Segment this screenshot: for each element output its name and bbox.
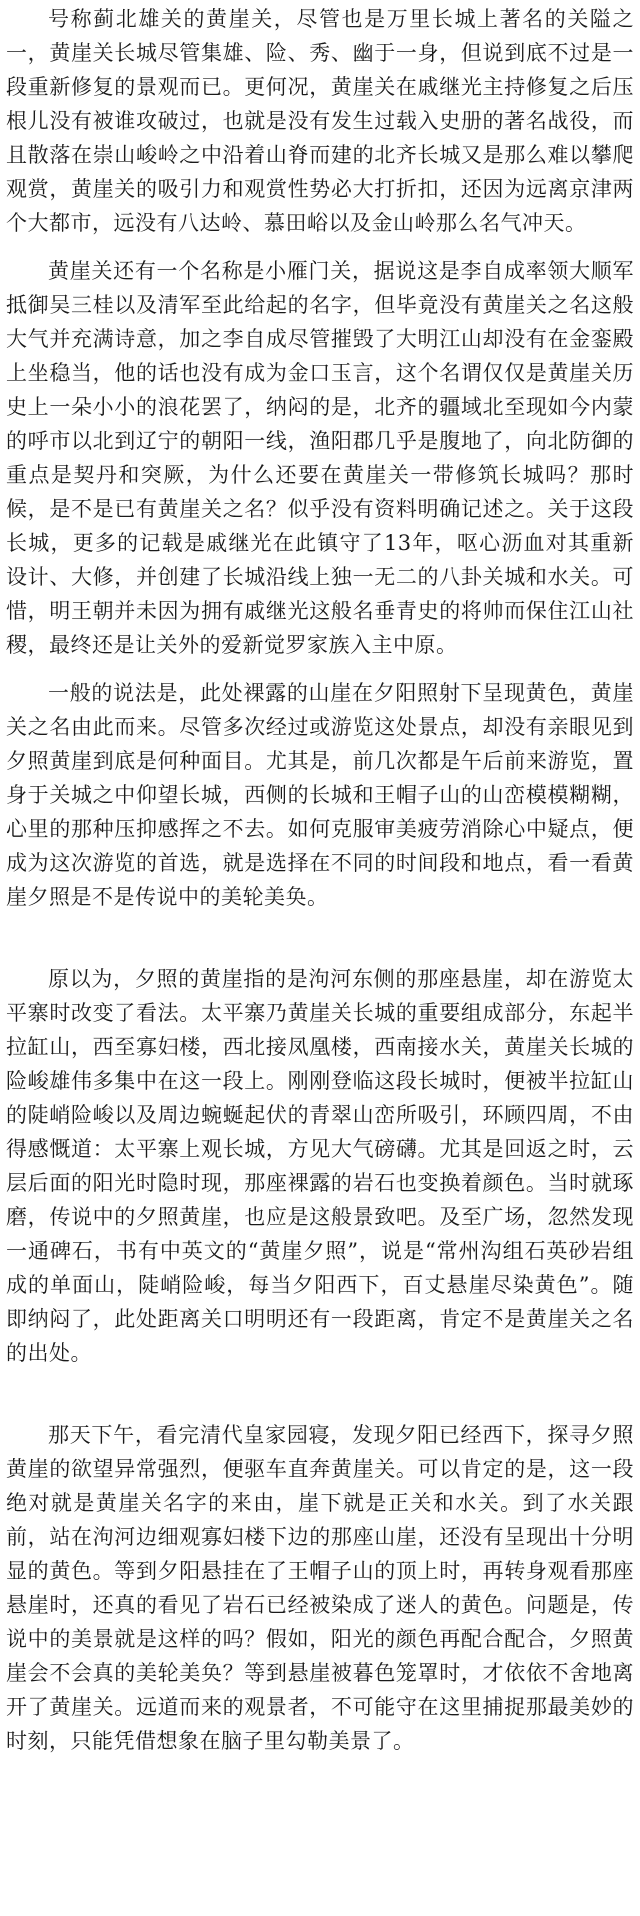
paragraph-5: 那天下午，看完清代皇家园寝，发现夕阳已经西下，探寻夕照黄崖的欲望异常强烈，便驱车直奔黄崖关。可以肯定的是，这一段绝对就是黄崖关名字的来由，崖下就是正关和水关。到了水关跟前，站在泃河边细观寡妇楼下边的那座山崖，还没有呈现出十分明显的黄色。等到夕阳悬挂在了王帽子山的顶上时，再转身观看那座悬崖时，还真的看见了岩石已经被染成了迷人的黄色。问题是，传说中的美景就是这样的吗？假如，阳光的颜色再配合配合，夕照黄崖会不会真的美轮美奂？等到悬崖被暮色笼罩时，才依依不舍地离开了黄崖关。远道而来的观景者，不可能守在这里捕捉那最美妙的时刻，只能凭借想象在脑子里勾勒美景了。 <box>6 1423 634 1753</box>
paragraph-4: 原以为，夕照的黄崖指的是泃河东侧的那座悬崖，却在游览太平寨时改变了看法。太平寨乃黄崖关长城的重要组成部分，东起半拉缸山，西至寡妇楼，西北接凤凰楼，西南接水关，黄崖关长城的险峻雄伟多集中在这一段上。刚刚登临这段长城时，便被半拉缸山的陡峭险峻以及周边蜿蜒起伏的青翠山峦所吸引，环顾四周，不由得感慨道：太平寨上观长城，方见大气磅礴。尤其是回返之时，云层后面的阳光时隐时现，那座裸露的岩石也变换着颜色。当时就琢磨，传说中的夕照黄崖，也应是这般景致吧。及至广场，忽然发现一通碑石，书有中英文的“黄崖夕照”，说是“常州沟组石英砂岩组成的单面山，陡峭险峻，每当夕阳西下，百丈悬崖尽染黄色”。随即纳闷了，此处距离关口明明还有一段距离，肯定不是黄崖关之名的出处。 <box>6 967 634 1365</box>
article-body <box>6 0 634 1758</box>
paragraph-2: 黄崖关还有一个名称是小雁门关，据说这是李自成率领大顺军抵御吴三桂以及清军至此给起的名字，但毕竟没有黄崖关之名这般大气并充满诗意，加之李自成尽管摧毁了大明江山却没有在金銮殿上坐稳当，他的话也没有成为金口玉言，这个名谓仅仅是黄崖关历史上一朵小小的浪花罢了，纳闷的是，北齐的疆域北至现如今内蒙的呼市以北到辽宁的朝阳一线，渔阳郡几乎是腹地了，向北防御的重点是契丹和突厥，为什么还要在黄崖关一带修筑长城吗？那时候，是不是已有黄崖关之名？似乎没有资料明确记述之。关于这段长城，更多的记载是戚继光在此镇守了13年，呕心沥血对其重新设计、大修，并创建了长城沿线上独一无二的八卦关城和水关。可惜，明王朝并未因为拥有戚继光这般名垂青史的将帅而保住江山社稷，最终还是让关外的爱新觉罗家族入主中原。 <box>6 259 634 657</box>
paragraph-1: 号称蓟北雄关的黄崖关，尽管也是万里长城上著名的关隘之一，黄崖关长城尽管集雄、险、秀、幽于一身，但说到底不过是一段重新修复的景观而已。更何况，黄崖关在戚继光主持修复之后压根儿没有被谁攻破过，也就是没有发生过载入史册的著名战役，而且散落在崇山峻岭之中沿着山脊而建的北齐长城又是那么难以攀爬观赏，黄崖关的吸引力和观赏性势必大打折扣，还因为远离京津两个大都市，远没有八达岭、慕田峪以及金山岭那么名气冲天。 <box>6 7 634 235</box>
paragraph-3: 一般的说法是，此处裸露的山崖在夕阳照射下呈现黄色，黄崖关之名由此而来。尽管多次经过或游览这处景点，却没有亲眼见到夕照黄崖到底是何种面目。尤其是，前几次都是午后前来游览，置身于关城之中仰望长城，西侧的长城和王帽子山的山峦模模糊糊，心里的那种压抑感挥之不去。如何克服审美疲劳消除心中疑点，便成为这次游览的首选，就是选择在不同的时间段和地点，看一看黄崖夕照是不是传说中的美轮美奂。 <box>6 681 634 909</box>
